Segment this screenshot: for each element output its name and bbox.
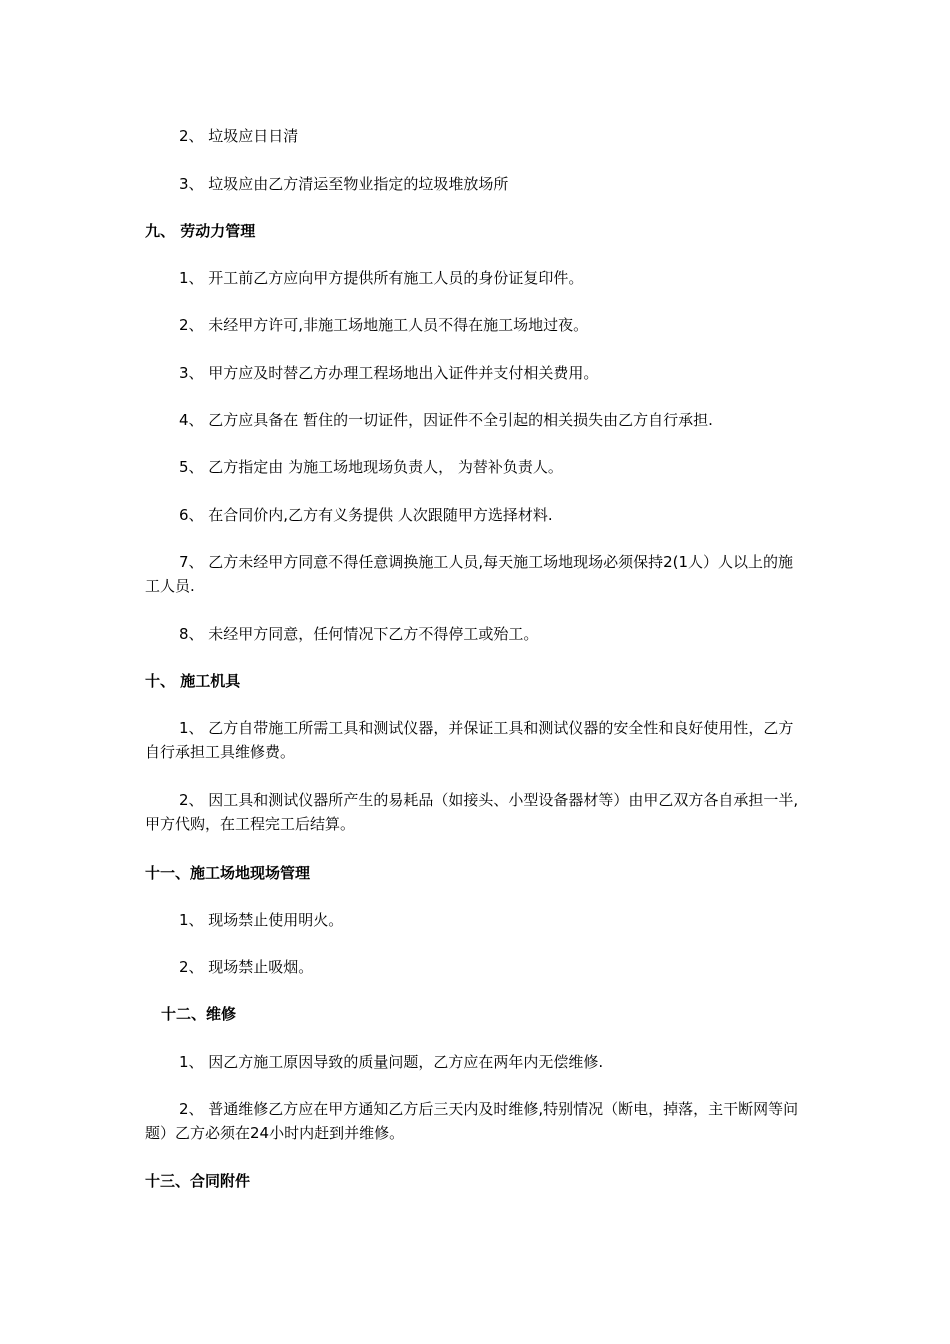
list-item: 1、 因乙方施工原因导致的质量问题，乙方应在两年内无偿维修. [179, 1053, 604, 1071]
list-item: 4、 乙方应具备在 暂住的一切证件，因证件不全引起的相关损失由乙方自行承担. [179, 411, 713, 429]
list-item: 7、 乙方未经甲方同意不得任意调换施工人员,每天施工场地现场必须保持2(1人）人以上的施工人员. [145, 553, 794, 595]
list-item: 2、 现场禁止吸烟。 [179, 958, 314, 976]
section-heading: 十二、维修 [161, 1005, 237, 1023]
section-heading: 十三、合同附件 [145, 1172, 251, 1190]
list-item: 2、 普通维修乙方应在甲方通知乙方后三天内及时维修,特别情况（断电，掉落，主干断网等问题）乙方必须在24小时内赶到并维修。 [145, 1100, 799, 1142]
section-heading: 十、 施工机具 [145, 672, 241, 690]
list-item: 8、 未经甲方同意，任何情况下乙方不得停工或殆工。 [179, 625, 539, 643]
section-heading: 九、 劳动力管理 [145, 222, 256, 240]
list-item: 1、 乙方自带施工所需工具和测试仪器，并保证工具和测试仪器的安全性和良好使用性，乙方自行承担工具维修费。 [145, 719, 794, 761]
list-item: 2、 未经甲方许可,非施工场地施工人员不得在施工场地过夜。 [179, 316, 589, 334]
section-heading: 十一、施工场地现场管理 [145, 864, 311, 882]
list-item: 1、 现场禁止使用明火。 [179, 911, 344, 929]
list-item: 1、 开工前乙方应向甲方提供所有施工人员的身份证复印件。 [179, 269, 584, 287]
list-item: 3、 甲方应及时替乙方办理工程场地出入证件并支付相关费用。 [179, 364, 599, 382]
list-item: 2、 垃圾应日日清 [179, 127, 299, 145]
list-item: 2、 因工具和测试仪器所产生的易耗品（如接头、小型设备器材等）由甲乙双方各自承担一半,甲方代购，在工程完工后结算。 [145, 791, 799, 833]
list-item: 5、 乙方指定由 为施工场地现场负责人， 为替补负责人。 [179, 458, 563, 476]
list-item: 3、 垃圾应由乙方清运至物业指定的垃圾堆放场所 [179, 175, 509, 193]
list-item: 6、 在合同价内,乙方有义务提供 人次跟随甲方选择材料. [179, 506, 553, 524]
